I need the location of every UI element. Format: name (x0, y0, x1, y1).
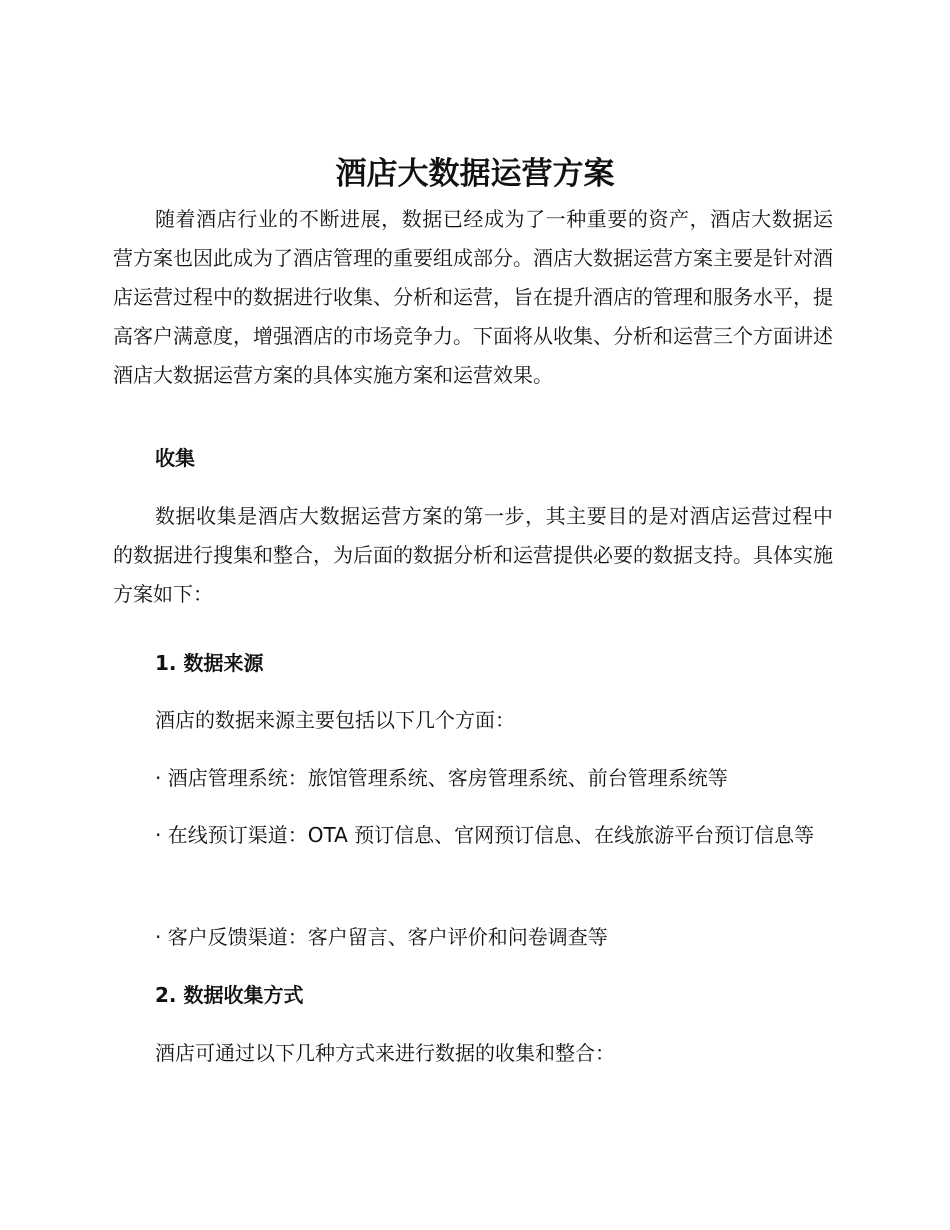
bullet-item: · 酒店管理系统：旅馆管理系统、客房管理系统、前台管理系统等 (155, 766, 728, 790)
subsection-heading-methods: 2. 数据收集方式 (155, 983, 304, 1007)
sources-intro: 酒店的数据来源主要包括以下几个方面： (155, 708, 515, 732)
document-title: 酒店大数据运营方案 (335, 156, 615, 192)
collect-paragraph: 数据收集是酒店大数据运营方案的第一步，其主要目的是对酒店运营过程中的数据进行搜集和整合，为后面的数据分析和运营提供必要的数据支持。具体实施方案如下： (113, 504, 833, 606)
bullet-item: · 在线预订渠道：OTA 预订信息、官网预订信息、在线旅游平台预订信息等 (155, 823, 815, 847)
intro-paragraph: 随着酒店行业的不断进展，数据已经成为了一种重要的资产，酒店大数据运营方案也因此成为了酒店管理的重要组成部分。酒店大数据运营方案主要是针对酒店运营过程中的数据进行收集、分析和运营，旨在提升酒店的管理和服务水平，提高客户满意度，增强酒店的市场竞争力。下面将从收集、分析和运营三个方面讲述酒店大数据运营方案的具体实施方案和运营效果。 (113, 207, 833, 387)
bullet-item: · 客户反馈渠道：客户留言、客户评价和问卷调查等 (155, 925, 608, 949)
subsection-heading-sources: 1. 数据来源 (155, 651, 264, 675)
methods-intro: 酒店可通过以下几种方式来进行数据的收集和整合： (155, 1041, 615, 1065)
section-heading-collect: 收集 (155, 446, 195, 470)
